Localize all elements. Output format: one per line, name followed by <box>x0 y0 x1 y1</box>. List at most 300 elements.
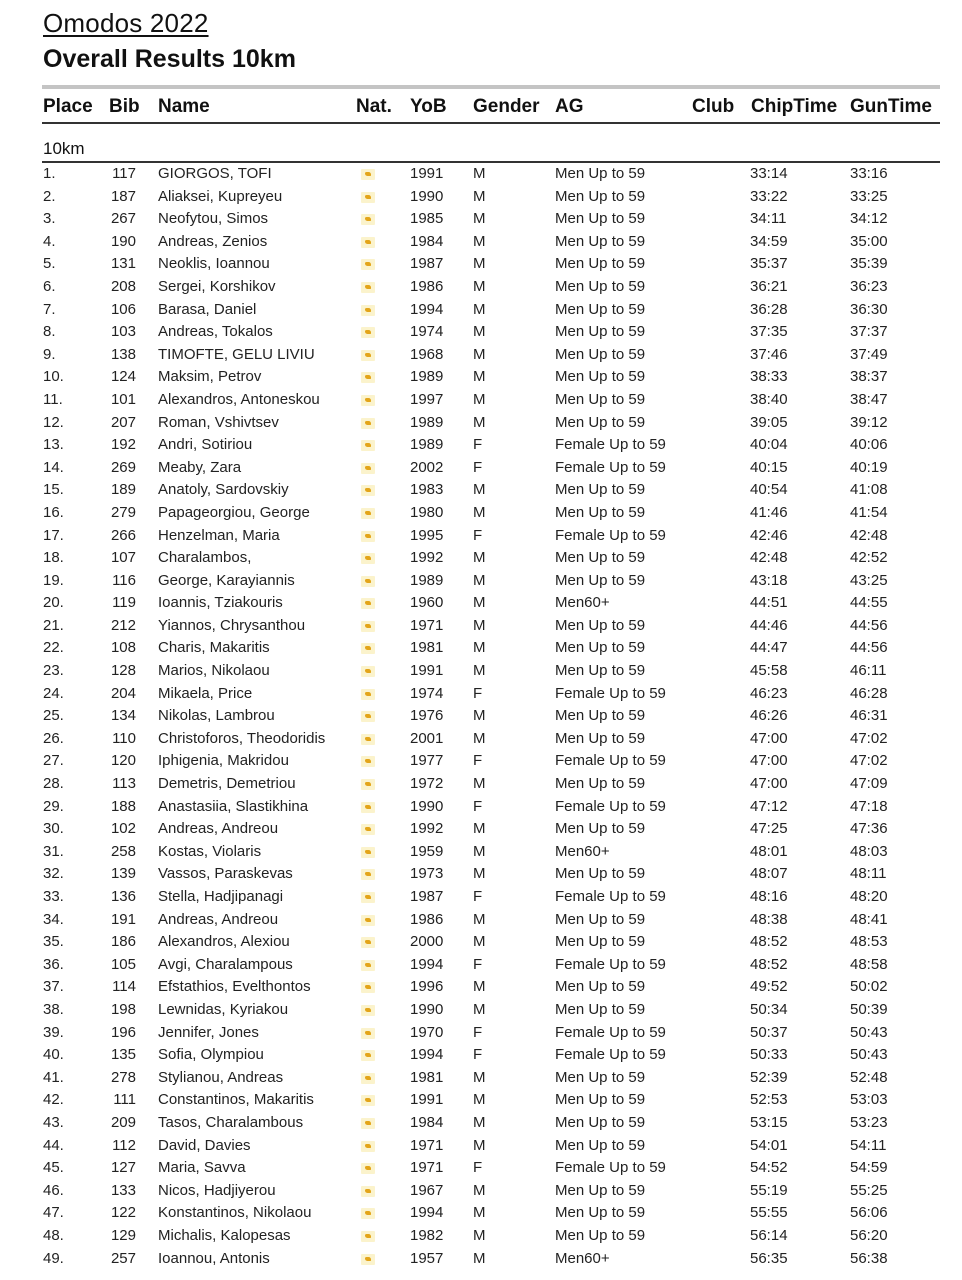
cell-age-group: Men Up to 59 <box>555 1068 646 1086</box>
cell-bib: 108 <box>110 639 136 657</box>
cell-place: 20. <box>43 594 64 612</box>
cell-year-of-birth: 1971 <box>410 616 444 634</box>
table-header <box>0 96 962 120</box>
cell-year-of-birth: 1977 <box>410 752 444 770</box>
table-row <box>0 1112 962 1135</box>
cell-chiptime: 40:04 <box>750 436 788 454</box>
cell-year-of-birth: 1960 <box>410 594 444 612</box>
column-header-gender: Gender <box>473 96 540 117</box>
cell-place: 5. <box>43 255 56 273</box>
table-row <box>0 547 962 570</box>
cell-guntime: 47:02 <box>850 752 888 770</box>
table-row <box>0 1225 962 1248</box>
cell-bib: 257 <box>110 1249 136 1267</box>
cell-place: 17. <box>43 526 64 544</box>
cell-place: 13. <box>43 436 64 454</box>
cell-place: 36. <box>43 955 64 973</box>
cell-name: Aliaksei, Kupreyeu <box>158 187 283 205</box>
cyprus-flag-icon <box>361 259 375 270</box>
cell-guntime: 44:56 <box>850 639 888 657</box>
cell-gender: M <box>473 910 486 928</box>
cell-bib: 191 <box>110 910 136 928</box>
cell-age-group: Men Up to 59 <box>555 187 646 205</box>
cell-name: George, Karayiannis <box>158 571 295 589</box>
cell-gender: M <box>473 707 486 725</box>
cell-place: 27. <box>43 752 64 770</box>
cell-year-of-birth: 1981 <box>410 639 444 657</box>
cell-chiptime: 35:37 <box>750 255 788 273</box>
cell-age-group: Female Up to 59 <box>555 752 666 770</box>
cell-chiptime: 50:37 <box>750 1023 788 1041</box>
cyprus-flag-icon <box>361 395 375 406</box>
cell-bib: 119 <box>112 594 136 612</box>
cell-name: Neofytou, Simos <box>158 210 269 228</box>
cell-guntime: 46:11 <box>850 662 887 680</box>
results-title: Overall Results 10km <box>43 45 296 73</box>
cell-age-group: Men Up to 59 <box>555 707 646 725</box>
cell-gender: M <box>473 1181 486 1199</box>
cell-name: Konstantinos, Nikolaou <box>158 1204 312 1222</box>
cyprus-flag-icon <box>361 689 375 700</box>
cell-guntime: 48:58 <box>850 955 888 973</box>
cell-guntime: 48:20 <box>850 888 888 905</box>
table-row <box>0 660 962 683</box>
table-row <box>0 773 962 796</box>
cell-chiptime: 33:22 <box>750 187 788 205</box>
cell-year-of-birth: 1973 <box>410 865 444 883</box>
cell-year-of-birth: 1986 <box>410 910 444 928</box>
cell-gender: M <box>473 1113 486 1131</box>
column-header-name: Name <box>158 96 210 117</box>
column-header-bib: Bib <box>109 96 140 117</box>
cyprus-flag-icon <box>361 169 375 180</box>
cell-gender: F <box>473 436 483 454</box>
cell-bib: 134 <box>110 707 136 725</box>
cell-bib: 207 <box>110 413 136 431</box>
cell-gender: M <box>473 1000 486 1018</box>
cell-year-of-birth: 1994 <box>410 1046 444 1064</box>
cell-place: 8. <box>43 323 56 341</box>
cell-gender: M <box>473 503 486 521</box>
cell-year-of-birth: 1994 <box>410 1204 444 1222</box>
cell-year-of-birth: 1989 <box>410 571 444 589</box>
cell-guntime: 35:39 <box>850 255 888 273</box>
table-row <box>0 1067 962 1090</box>
cell-year-of-birth: 1996 <box>410 978 444 996</box>
cell-guntime: 43:25 <box>850 571 888 589</box>
cell-year-of-birth: 2002 <box>410 458 444 476</box>
table-row <box>0 1157 962 1180</box>
cell-bib: 192 <box>110 436 136 454</box>
cyprus-flag-icon <box>361 1186 375 1197</box>
cell-place: 14. <box>43 458 64 476</box>
table-row <box>0 750 962 773</box>
cyprus-flag-icon <box>361 1254 375 1265</box>
cell-year-of-birth: 1984 <box>410 232 444 250</box>
cell-bib: 135 <box>110 1046 136 1064</box>
cyprus-flag-icon <box>361 892 375 903</box>
cell-chiptime: 56:14 <box>750 1226 788 1244</box>
cell-age-group: Men Up to 59 <box>555 910 646 928</box>
cell-bib: 128 <box>110 662 136 680</box>
cell-place: 43. <box>43 1113 64 1131</box>
cell-gender: M <box>473 1091 486 1109</box>
cell-place: 9. <box>43 345 56 363</box>
cell-age-group: Female Up to 59 <box>555 1023 666 1041</box>
cell-place: 23. <box>43 662 64 680</box>
cell-bib: 187 <box>110 187 136 205</box>
cell-name: TIMOFTE, GELU LIVIU <box>158 345 315 363</box>
cell-guntime: 47:18 <box>850 797 888 815</box>
cell-gender: F <box>473 888 483 905</box>
cyprus-flag-icon <box>361 1095 375 1106</box>
cell-age-group: Men Up to 59 <box>555 820 646 838</box>
cell-age-group: Female Up to 59 <box>555 797 666 815</box>
cell-place: 41. <box>43 1068 64 1086</box>
table-row <box>0 231 962 254</box>
table-row <box>0 637 962 660</box>
column-header-year-of-birth: YoB <box>410 96 447 117</box>
cell-guntime: 36:30 <box>850 300 888 318</box>
cell-guntime: 33:16 <box>850 165 888 182</box>
cell-chiptime: 38:33 <box>750 368 788 386</box>
cell-guntime: 48:41 <box>850 910 888 928</box>
column-header-nationality: Nat. <box>356 96 392 117</box>
cell-chiptime: 50:34 <box>750 1000 788 1018</box>
cell-age-group: Men Up to 59 <box>555 662 646 680</box>
cyprus-flag-icon <box>361 598 375 609</box>
cell-gender: M <box>473 232 486 250</box>
cell-guntime: 48:03 <box>850 842 888 860</box>
cell-age-group: Men60+ <box>555 842 610 860</box>
header-divider <box>42 122 940 124</box>
cell-gender: F <box>473 1159 483 1177</box>
cell-place: 37. <box>43 978 64 996</box>
top-divider <box>42 85 940 89</box>
cell-place: 47. <box>43 1204 64 1222</box>
cell-chiptime: 47:00 <box>750 752 788 770</box>
cell-bib: 138 <box>110 345 136 363</box>
cell-place: 12. <box>43 413 64 431</box>
cell-name: Demetris, Demetriou <box>158 775 296 793</box>
column-header-place: Place <box>43 96 93 117</box>
cell-name: Sofia, Olympiou <box>158 1046 264 1064</box>
cell-age-group: Men Up to 59 <box>555 616 646 634</box>
cell-name: Nicos, Hadjiyerou <box>158 1181 276 1199</box>
cell-guntime: 56:38 <box>850 1249 888 1267</box>
cell-chiptime: 54:01 <box>750 1136 788 1154</box>
cell-name: Stylianou, Andreas <box>158 1068 284 1086</box>
cell-chiptime: 47:25 <box>750 820 788 838</box>
cell-age-group: Men Up to 59 <box>555 368 646 386</box>
cell-name: GIORGOS, TOFI <box>158 165 272 182</box>
cyprus-flag-icon <box>361 824 375 835</box>
cell-name: Sergei, Korshikov <box>158 277 276 295</box>
cell-age-group: Female Up to 59 <box>555 1046 666 1064</box>
cell-chiptime: 48:38 <box>750 910 788 928</box>
cell-name: Andreas, Andreou <box>158 820 279 838</box>
cell-gender: M <box>473 1068 486 1086</box>
cell-age-group: Female Up to 59 <box>555 436 666 454</box>
cyprus-flag-icon <box>361 779 375 790</box>
cell-year-of-birth: 1997 <box>410 390 444 408</box>
cell-chiptime: 52:39 <box>750 1068 788 1086</box>
cell-gender: M <box>473 481 486 499</box>
cell-place: 7. <box>43 300 56 318</box>
cyprus-flag-icon <box>361 1073 375 1084</box>
cell-gender: M <box>473 662 486 680</box>
table-row <box>0 954 962 977</box>
cell-chiptime: 56:35 <box>750 1249 788 1267</box>
cell-age-group: Men Up to 59 <box>555 775 646 793</box>
cell-name: Mikaela, Price <box>158 684 253 702</box>
table-row <box>0 1044 962 1067</box>
cell-age-group: Men Up to 59 <box>555 1226 646 1244</box>
table-row <box>0 479 962 502</box>
cell-year-of-birth: 1990 <box>410 1000 444 1018</box>
cell-age-group: Men Up to 59 <box>555 1204 646 1222</box>
cell-guntime: 50:43 <box>850 1023 888 1041</box>
cell-name: Andreas, Andreou <box>158 910 279 928</box>
cell-guntime: 55:25 <box>850 1181 888 1199</box>
cyprus-flag-icon <box>361 1028 375 1039</box>
cell-guntime: 36:23 <box>850 277 888 295</box>
table-row <box>0 683 962 706</box>
cell-bib: 258 <box>110 842 136 860</box>
cell-gender: M <box>473 865 486 883</box>
cell-chiptime: 54:52 <box>750 1159 788 1177</box>
table-row <box>0 366 962 389</box>
cell-guntime: 46:28 <box>850 684 888 702</box>
cell-year-of-birth: 1983 <box>410 481 444 499</box>
cell-year-of-birth: 1992 <box>410 549 444 567</box>
cyprus-flag-icon <box>361 192 375 203</box>
table-row <box>0 1202 962 1225</box>
cell-chiptime: 55:55 <box>750 1204 788 1222</box>
cell-bib: 188 <box>110 797 136 815</box>
cell-name: Papageorgiou, George <box>158 503 310 521</box>
cell-bib: 204 <box>110 684 136 702</box>
cell-bib: 111 <box>113 1091 136 1109</box>
cyprus-flag-icon <box>361 553 375 564</box>
cell-gender: M <box>473 639 486 657</box>
cell-age-group: Men Up to 59 <box>555 277 646 295</box>
cell-gender: M <box>473 323 486 341</box>
cyprus-flag-icon <box>361 440 375 451</box>
cell-place: 28. <box>43 775 64 793</box>
table-row <box>0 186 962 209</box>
cell-name: Alexandros, Alexiou <box>158 933 290 951</box>
cell-age-group: Men Up to 59 <box>555 390 646 408</box>
cell-year-of-birth: 1981 <box>410 1068 444 1086</box>
cell-guntime: 50:39 <box>850 1000 888 1018</box>
cell-chiptime: 44:47 <box>750 639 788 657</box>
cell-chiptime: 48:52 <box>750 933 788 951</box>
cell-year-of-birth: 1987 <box>410 255 444 273</box>
cell-name: Ioannis, Tziakouris <box>158 594 283 612</box>
cell-guntime: 56:20 <box>850 1226 888 1244</box>
cell-name: Ioannou, Antonis <box>158 1249 270 1267</box>
cell-place: 48. <box>43 1226 64 1244</box>
cell-gender: M <box>473 1136 486 1154</box>
table-row <box>0 1022 962 1045</box>
cell-bib: 110 <box>112 729 136 747</box>
cell-guntime: 47:36 <box>850 820 888 838</box>
cell-age-group: Men Up to 59 <box>555 1000 646 1018</box>
cell-place: 40. <box>43 1046 64 1064</box>
cell-chiptime: 48:16 <box>750 888 788 905</box>
cell-name: Charalambos, <box>158 549 252 567</box>
cell-chiptime: 47:00 <box>750 775 788 793</box>
cell-gender: M <box>473 842 486 860</box>
cell-gender: M <box>473 345 486 363</box>
cell-bib: 190 <box>110 232 136 250</box>
cell-gender: M <box>473 594 486 612</box>
cell-bib: 209 <box>110 1113 136 1131</box>
cell-age-group: Men Up to 59 <box>555 571 646 589</box>
cell-gender: M <box>473 549 486 567</box>
cell-guntime: 39:12 <box>850 413 888 431</box>
cell-age-group: Men Up to 59 <box>555 232 646 250</box>
column-header-age-group: AG <box>555 96 584 117</box>
table-row <box>0 276 962 299</box>
cell-year-of-birth: 1968 <box>410 345 444 363</box>
cell-place: 42. <box>43 1091 64 1109</box>
cell-place: 22. <box>43 639 64 657</box>
cell-chiptime: 52:53 <box>750 1091 788 1109</box>
cyprus-flag-icon <box>361 305 375 316</box>
cell-bib: 105 <box>110 955 136 973</box>
cell-guntime: 46:31 <box>850 707 888 725</box>
cyprus-flag-icon <box>361 1005 375 1016</box>
cyprus-flag-icon <box>361 1050 375 1061</box>
cell-guntime: 50:43 <box>850 1046 888 1064</box>
cell-name: Michalis, Kalopesas <box>158 1226 291 1244</box>
table-row <box>0 999 962 1022</box>
table-row <box>0 931 962 954</box>
cell-chiptime: 34:59 <box>750 232 788 250</box>
cyprus-flag-icon <box>361 847 375 858</box>
cell-chiptime: 46:26 <box>750 707 788 725</box>
cell-place: 31. <box>43 842 64 860</box>
cell-guntime: 50:02 <box>850 978 888 996</box>
cell-place: 15. <box>43 481 64 499</box>
cell-chiptime: 34:11 <box>750 210 787 228</box>
table-row <box>0 976 962 999</box>
cell-gender: M <box>473 820 486 838</box>
cell-name: Anastasiia, Slastikhina <box>158 797 309 815</box>
cell-gender: M <box>473 978 486 996</box>
cell-bib: 278 <box>110 1068 136 1086</box>
cell-place: 21. <box>43 616 64 634</box>
cell-guntime: 47:09 <box>850 775 888 793</box>
table-row <box>0 1248 962 1271</box>
cell-year-of-birth: 1972 <box>410 775 444 793</box>
cyprus-flag-icon <box>361 1118 375 1129</box>
cell-age-group: Men Up to 59 <box>555 323 646 341</box>
cell-gender: F <box>473 1046 483 1064</box>
cell-guntime: 40:06 <box>850 436 888 454</box>
cell-chiptime: 49:52 <box>750 978 788 996</box>
cell-name: Kostas, Violaris <box>158 842 262 860</box>
cell-place: 34. <box>43 910 64 928</box>
cell-year-of-birth: 1976 <box>410 707 444 725</box>
cell-place: 35. <box>43 933 64 951</box>
table-row <box>0 525 962 548</box>
cell-name: Maksim, Petrov <box>158 368 262 386</box>
table-row <box>0 1135 962 1158</box>
cell-name: Jennifer, Jones <box>158 1023 259 1041</box>
cell-age-group: Men Up to 59 <box>555 639 646 657</box>
cell-place: 25. <box>43 707 64 725</box>
table-row <box>0 389 962 412</box>
cell-name: Iphigenia, Makridou <box>158 752 289 770</box>
cell-age-group: Female Up to 59 <box>555 526 666 544</box>
cell-place: 16. <box>43 503 64 521</box>
cell-year-of-birth: 1989 <box>410 413 444 431</box>
cell-place: 44. <box>43 1136 64 1154</box>
cell-name: Christoforos, Theodoridis <box>158 729 326 747</box>
cell-age-group: Men Up to 59 <box>555 978 646 996</box>
cell-name: Nikolas, Lambrou <box>158 707 275 725</box>
cell-year-of-birth: 1957 <box>410 1249 444 1267</box>
cell-name: Yiannos, Chrysanthou <box>158 616 306 634</box>
cell-year-of-birth: 1982 <box>410 1226 444 1244</box>
cell-gender: M <box>473 1204 486 1222</box>
cell-chiptime: 42:48 <box>750 549 788 567</box>
cell-chiptime: 50:33 <box>750 1046 788 1064</box>
cell-place: 49. <box>43 1249 64 1267</box>
cell-bib: 279 <box>110 503 136 521</box>
cell-place: 45. <box>43 1159 64 1177</box>
cell-place: 3. <box>43 210 56 228</box>
cyprus-flag-icon <box>361 485 375 496</box>
cell-bib: 113 <box>112 775 136 793</box>
table-row <box>0 886 962 909</box>
cell-age-group: Men Up to 59 <box>555 481 646 499</box>
cell-bib: 139 <box>110 865 136 883</box>
cell-guntime: 40:19 <box>850 458 888 476</box>
cell-guntime: 48:53 <box>850 933 888 951</box>
cell-chiptime: 37:35 <box>750 323 788 341</box>
cell-gender: M <box>473 1226 486 1244</box>
cell-gender: M <box>473 933 486 951</box>
cell-chiptime: 33:14 <box>750 165 788 182</box>
cell-bib: 103 <box>110 323 136 341</box>
cell-age-group: Men Up to 59 <box>555 729 646 747</box>
cell-guntime: 56:06 <box>850 1204 888 1222</box>
cell-name: Marios, Nikolaou <box>158 662 270 680</box>
cell-age-group: Female Up to 59 <box>555 684 666 702</box>
cell-name: Efstathios, Evelthontos <box>158 978 311 996</box>
cell-gender: M <box>473 255 486 273</box>
table-row <box>0 1180 962 1203</box>
cell-chiptime: 38:40 <box>750 390 788 408</box>
cell-age-group: Men Up to 59 <box>555 1113 646 1131</box>
cell-bib: 269 <box>110 458 136 476</box>
cyprus-flag-icon <box>361 282 375 293</box>
cell-bib: 129 <box>110 1226 136 1244</box>
cell-guntime: 38:47 <box>850 390 888 408</box>
cell-age-group: Men Up to 59 <box>555 165 646 182</box>
cell-name: Roman, Vshivtsev <box>158 413 279 431</box>
column-header-chiptime: ChipTime <box>751 96 838 117</box>
cyprus-flag-icon <box>361 463 375 474</box>
cell-name: Anatoly, Sardovskiy <box>158 481 289 499</box>
cell-gender: M <box>473 775 486 793</box>
table-row <box>0 1089 962 1112</box>
cyprus-flag-icon <box>361 1208 375 1219</box>
